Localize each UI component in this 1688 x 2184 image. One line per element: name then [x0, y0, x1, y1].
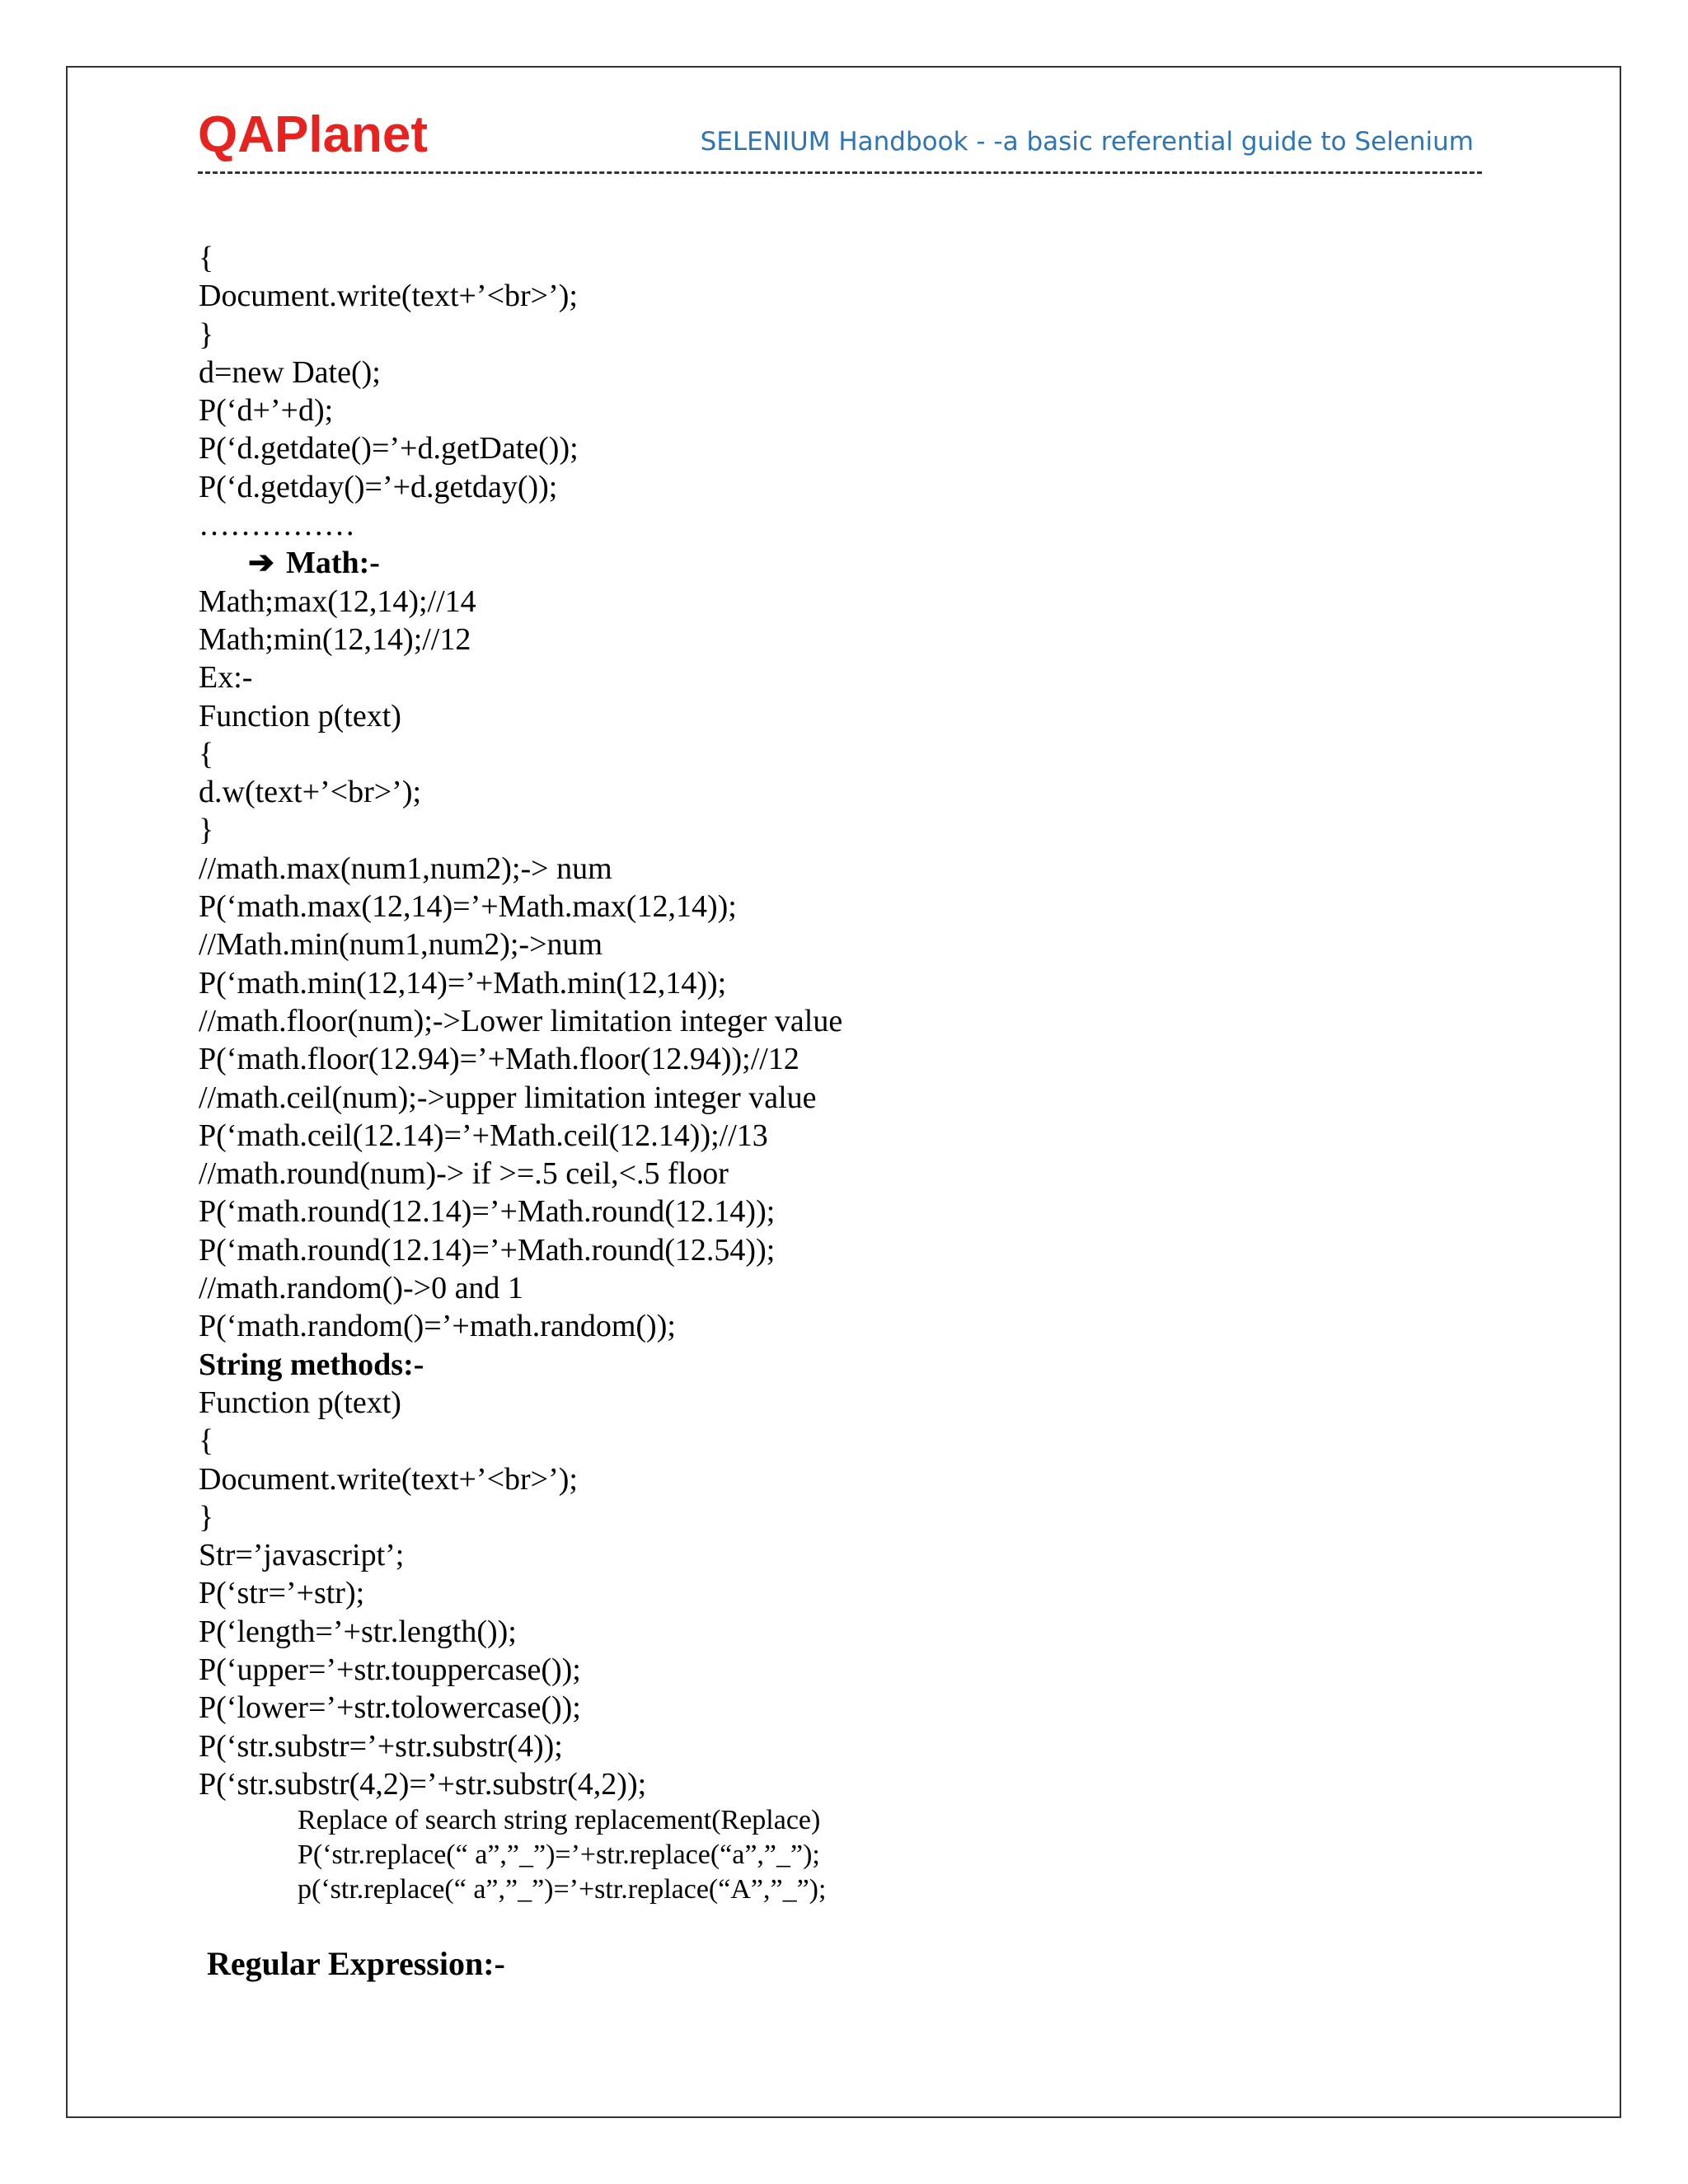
- code-line: //math.max(num1,num2);-> num: [199, 851, 612, 886]
- code-line: P(‘d.getday()=’+d.getday());: [199, 469, 558, 504]
- code-line: P(‘math.floor(12.94)=’+Math.floor(12.94));//12: [199, 1042, 799, 1077]
- brand-logo-text: QAPlanet: [198, 106, 429, 163]
- arrow-right-icon: ➔: [248, 546, 274, 581]
- code-line: }: [199, 1499, 214, 1535]
- code-line: Str=’javascript’;: [199, 1538, 405, 1573]
- header-divider: [198, 171, 1482, 174]
- code-line: P(‘d.getdate()=’+d.getDate());: [199, 431, 579, 466]
- code-line: Document.write(text+’<br>’);: [199, 1461, 578, 1497]
- code-line: //math.round(num)-> if >=.5 ceil,<.5 floor: [199, 1156, 729, 1192]
- code-line: P(‘d+’+d);: [199, 393, 334, 429]
- code-line: Ex:-: [199, 660, 253, 696]
- document-body: [199, 239, 1501, 1983]
- code-line: Function p(text): [199, 1385, 401, 1420]
- string-methods-heading: String methods:-: [199, 1347, 424, 1382]
- code-line: //Math.min(num1,num2);->num: [199, 927, 603, 963]
- header-subtitle: SELENIUM Handbook - -a basic referential guide to Selenium: [700, 127, 1474, 157]
- math-heading: [199, 544, 1501, 582]
- code-line: }: [199, 813, 214, 848]
- code-line: P(‘str.substr=’+str.substr(4));: [199, 1728, 563, 1764]
- indented-block: [199, 1803, 1501, 1907]
- code-line: d=new Date();: [199, 354, 381, 390]
- code-line: P(‘str=’+str);: [199, 1576, 365, 1611]
- code-line: P(‘math.min(12,14)=’+Math.min(12,14));: [199, 965, 727, 1001]
- code-line: d.w(text+’<br>’);: [199, 775, 422, 810]
- indented-line: P(‘str.replace(“ a”,”_”)=’+str.replace(“a”,”_”);: [298, 1840, 820, 1871]
- code-line: P(‘math.round(12.14)=’+Math.round(12.54));: [199, 1232, 776, 1268]
- code-line: P(‘math.round(12.14)=’+Math.round(12.14));: [199, 1194, 776, 1230]
- code-line: Math;min(12,14);//12: [199, 621, 471, 657]
- code-line: Document.write(text+’<br>’);: [199, 279, 578, 314]
- code-line: Math;max(12,14);//14: [199, 583, 476, 619]
- code-line: Function p(text): [199, 698, 401, 733]
- code-line: P(‘length=’+str.length());: [199, 1614, 517, 1649]
- ellipsis-line: ……………: [199, 508, 355, 543]
- code-line: {: [199, 1423, 214, 1459]
- code-line: //math.random()->0 and 1: [199, 1271, 523, 1306]
- code-block-1: [199, 239, 1501, 544]
- code-line: //math.floor(num);->Lower limitation integer value: [199, 1003, 843, 1038]
- code-line: {: [199, 241, 214, 275]
- math-heading-label: Math:-: [286, 546, 380, 581]
- code-line: P(‘upper=’+str.touppercase());: [199, 1652, 581, 1687]
- code-line: }: [199, 316, 214, 352]
- regular-expression-heading: Regular Expression:-: [207, 1945, 505, 1983]
- indented-line: p(‘str.replace(“ a”,”_”)=’+str.replace(“A”,”_”);: [298, 1874, 827, 1905]
- code-line: //math.ceil(num);->upper limitation integer value: [199, 1080, 817, 1115]
- spacer: [199, 1907, 1501, 1945]
- code-line: {: [199, 736, 214, 771]
- code-line: P(‘str.substr(4,2)=’+str.substr(4,2));: [199, 1766, 647, 1802]
- code-line: P(‘math.max(12,14)=’+Math.max(12,14));: [199, 889, 737, 925]
- code-line: P(‘math.random()=’+math.random());: [199, 1309, 676, 1344]
- code-line: P(‘math.ceil(12.14)=’+Math.ceil(12.14));//13: [199, 1118, 768, 1153]
- code-block-3: [199, 1384, 1501, 1803]
- code-block-2: [199, 583, 1501, 1346]
- code-line: P(‘lower=’+str.tolowercase());: [199, 1690, 581, 1726]
- indented-line: Replace of search string replacement(Replace): [298, 1805, 821, 1836]
